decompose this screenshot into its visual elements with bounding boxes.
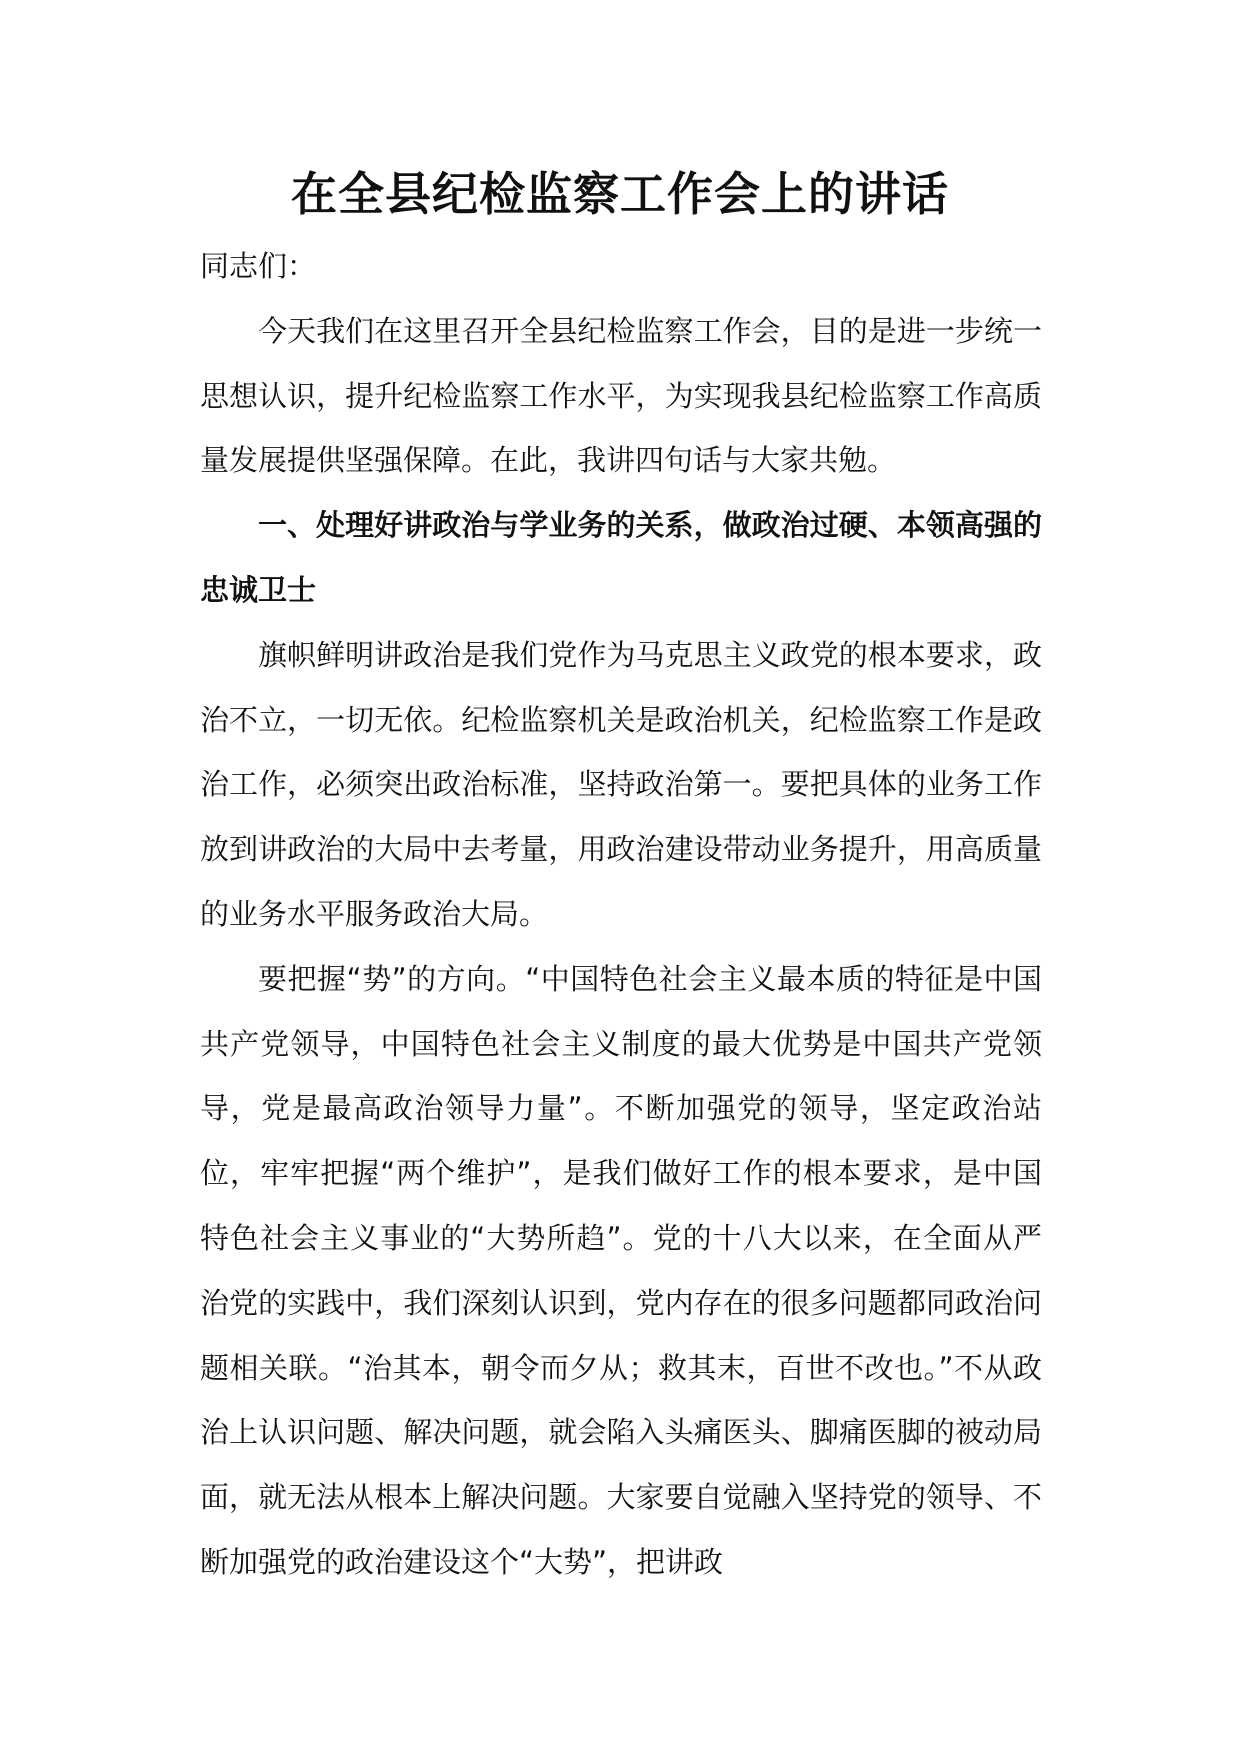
greeting: 同志们： [200,249,317,283]
document-body [200,234,1042,1595]
document-title: 在全县纪检监察工作会上的讲话 [291,167,949,221]
paragraph-trend: 要把握“势”的方向。“中国特色社会主义最本质的特征是中国共产党领导，中国特色社会主义制度的最大优势是中国共产党领导，党是最高政治领导力量”。不断加强党的领导，坚定政治站位，牢牢把握“两个维护”，是我们做好工作的根本要求，是中国特色社会主义事业的“大势所趋”。党的十八大以来，在全面从严治党的实践中，我们深刻认识到，党内存在的很多问题都同政治问题相关联。“治其本，朝令而夕从；救其末，百世不改也。”不从政治上认识问题、解决问题，就会陷入头痛医头、脚痛医脚的被动局面，就无法从根本上解决问题。大家要自觉融入坚持党的领导、不断加强党的政治建设这个“大势”，把讲政 [200,961,1042,1579]
paragraph-politics: 旗帜鲜明讲政治是我们党作为马克思主义政党的根本要求，政治不立，一切无依。纪检监察机关是政治机关，纪检监察工作是政治工作，必须突出政治标准，坚持政治第一。要把具体的业务工作放到讲政治的大局中去考量，用政治建设带动业务提升，用高质量的业务水平服务政治大局。 [200,637,1042,931]
paragraph-intro: 今天我们在这里召开全县纪检监察工作会，目的是进一步统一思想认识，提升纪检监察工作水平，为实现我县纪检监察工作高质量发展提供坚强保障。在此，我讲四句话与大家共勉。 [200,313,1042,478]
section-heading-1: 一、处理好讲政治与学业务的关系，做政治过硬、本领高强的忠诚卫士 [200,508,1042,607]
